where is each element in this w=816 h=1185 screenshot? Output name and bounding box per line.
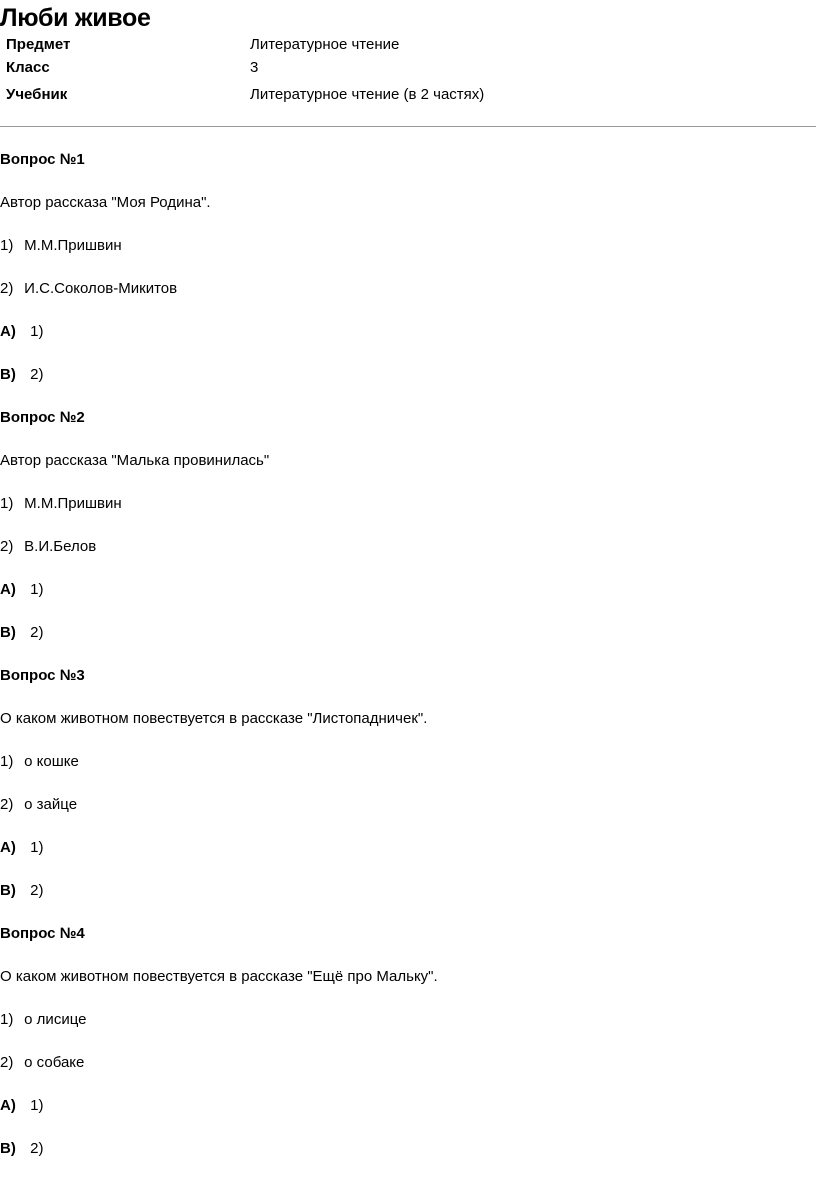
option-number: 1) xyxy=(0,495,14,512)
option-text: о лисице xyxy=(24,1011,87,1028)
answer-value: 2) xyxy=(30,366,44,383)
question-text: О каком животном повествуется в рассказе "Листопадничек". xyxy=(0,710,428,727)
option-item xyxy=(0,538,96,555)
option-number: 1) xyxy=(0,1011,14,1028)
meta-label: Предмет xyxy=(6,36,71,53)
answer-key: B) xyxy=(0,1140,16,1157)
answer-value: 1) xyxy=(30,1097,44,1114)
answer-value: 1) xyxy=(30,581,44,598)
answer-value: 1) xyxy=(30,839,44,856)
option-text: М.М.Пришвин xyxy=(24,495,122,512)
answer-value: 2) xyxy=(30,882,44,899)
answer-item xyxy=(0,1097,44,1114)
answer-item xyxy=(0,882,44,899)
option-item xyxy=(0,1011,86,1028)
option-number: 1) xyxy=(0,237,14,254)
option-text: В.И.Белов xyxy=(24,538,97,555)
option-item xyxy=(0,237,122,254)
option-number: 2) xyxy=(0,538,14,555)
option-text: о зайце xyxy=(24,796,78,813)
answer-key: A) xyxy=(0,323,16,340)
question-text: Автор рассказа "Моя Родина". xyxy=(0,194,211,211)
answer-item xyxy=(0,581,44,598)
option-item xyxy=(0,753,79,770)
answer-key: B) xyxy=(0,624,16,641)
question-text: О каком животном повествуется в рассказе "Ещё про Мальку". xyxy=(0,968,438,985)
option-text: И.С.Соколов-Микитов xyxy=(24,280,178,297)
answer-key: A) xyxy=(0,1097,16,1114)
answer-item xyxy=(0,366,44,383)
answer-item xyxy=(0,323,44,340)
answer-item xyxy=(0,1140,44,1157)
option-number: 1) xyxy=(0,753,14,770)
option-text: о собаке xyxy=(24,1054,85,1071)
meta-value: Литературное чтение xyxy=(250,36,400,53)
meta-value: Литературное чтение (в 2 частях) xyxy=(250,86,485,103)
option-item xyxy=(0,280,177,297)
answer-item xyxy=(0,839,44,856)
answer-key: A) xyxy=(0,839,16,856)
answer-item xyxy=(0,624,44,641)
question-title: Вопрос №1 xyxy=(0,151,85,168)
question-text: Автор рассказа "Малька провинилась" xyxy=(0,452,270,469)
question-title: Вопрос №4 xyxy=(0,925,85,942)
option-number: 2) xyxy=(0,280,14,297)
answer-key: A) xyxy=(0,581,16,598)
option-text: о кошке xyxy=(24,753,79,770)
answer-key: B) xyxy=(0,882,16,899)
option-item xyxy=(0,796,77,813)
option-number: 2) xyxy=(0,796,14,813)
option-item xyxy=(0,495,122,512)
option-text: М.М.Пришвин xyxy=(24,237,122,254)
answer-value: 2) xyxy=(30,1140,44,1157)
answer-value: 2) xyxy=(30,624,44,641)
option-number: 2) xyxy=(0,1054,14,1071)
question-title: Вопрос №3 xyxy=(0,667,85,684)
option-item xyxy=(0,1054,84,1071)
question-title: Вопрос №2 xyxy=(0,409,85,426)
meta-label: Учебник xyxy=(6,86,68,103)
page-title: Люби живое xyxy=(0,4,151,32)
meta-label: Класс xyxy=(6,59,50,76)
answer-value: 1) xyxy=(30,323,44,340)
answer-key: B) xyxy=(0,366,16,383)
divider xyxy=(0,126,816,127)
meta-value: 3 xyxy=(250,59,259,76)
